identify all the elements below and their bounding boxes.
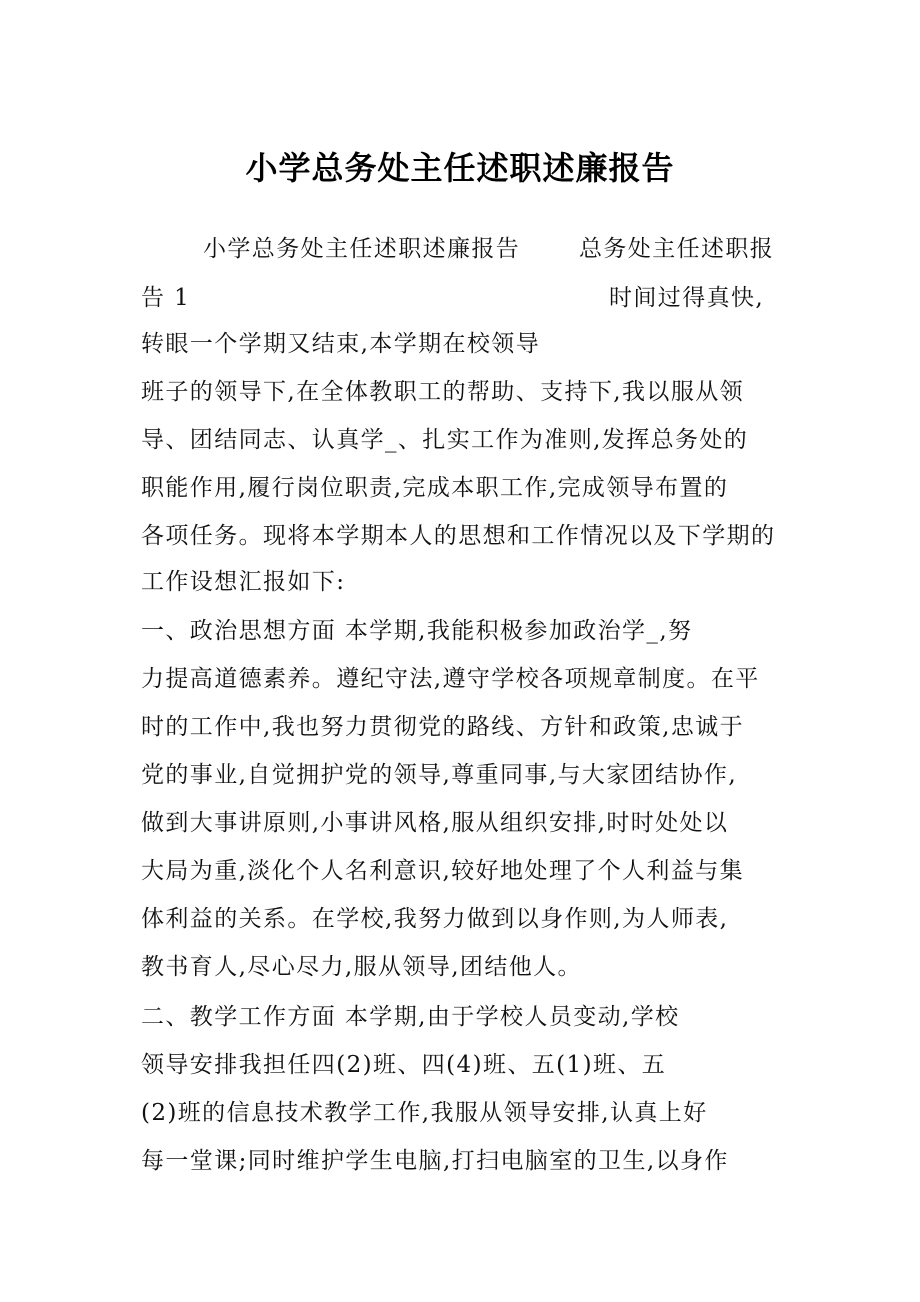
body-line: 每一堂课;同时维护学生电脑,打扫电脑室的卫生,以身作 (141, 1148, 729, 1174)
body-line: 领导安排我担任四(2)班、四(4)班、五(1)班、五 (141, 1052, 667, 1078)
body-line: 教书育人,尽心尽力,服从领导,团结他人。 (141, 954, 582, 980)
section-heading-line: 一、政治思想方面 本学期,我能积极参加政治学_,努 (141, 618, 693, 644)
body-line: 各项任务。现将本学期本人的思想和工作情况以及下学期的 (141, 523, 776, 549)
body-line: 工作设想汇报如下: (141, 569, 346, 595)
section-heading-line: 二、教学工作方面 本学期,由于学校人员变动,学校 (141, 1004, 680, 1030)
body-line: 党的事业,自觉拥护党的领导,尊重同事,与大家团结协作, (141, 762, 738, 788)
header-line-1-part-b: 总务处主任述职报 (579, 236, 775, 262)
body-line: 班子的领导下,在全体教职工的帮助、支持下,我以服从领 (141, 379, 745, 405)
header-line-3: 转眼一个学期又结束,本学期在校领导 (141, 331, 541, 357)
body-line: 导、团结同志、认真学_、扎实工作为准则,发挥总务处的 (141, 427, 749, 453)
body-line: 时的工作中,我也努力贯彻党的路线、方针和政策,忠诚于 (141, 714, 745, 740)
body-line: 大局为重,淡化个人名利意识,较好地处理了个人利益与集 (141, 858, 745, 884)
body-line: 职能作用,履行岗位职责,完成本职工作,完成领导布置的 (141, 475, 729, 501)
body-line: 体利益的关系。在学校,我努力做到以身作则,为人师表, (141, 906, 729, 932)
document-title: 小学总务处主任述职述廉报告 (245, 149, 675, 187)
body-line: 力提高道德素养。遵纪守法,遵守学校各项规章制度。在平 (141, 666, 760, 692)
body-line: 做到大事讲原则,小事讲风格,服从组织安排,时时处处以 (141, 810, 729, 836)
body-line: (2)班的信息技术教学工作,我服从领导安排,认真上好 (141, 1100, 708, 1126)
header-line-2-part-a: 告 1 (141, 285, 191, 311)
header-line-2-part-b: 时间过得真快, (609, 285, 765, 311)
header-line-1-part-a: 小学总务处主任述职述廉报告 (203, 236, 521, 262)
